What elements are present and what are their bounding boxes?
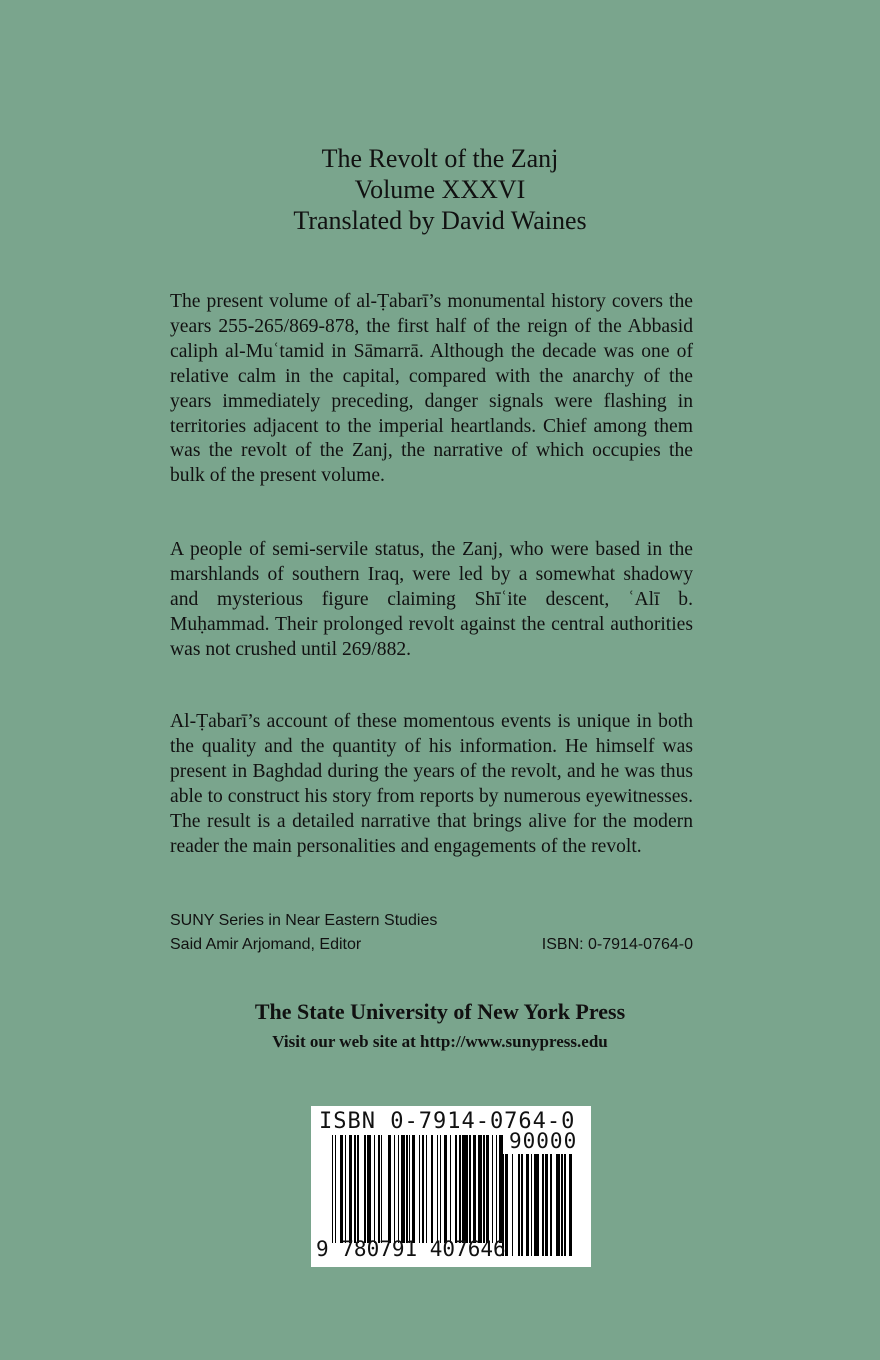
barcode-bar	[478, 1135, 482, 1243]
barcode-bar	[426, 1135, 427, 1243]
barcode-bar	[378, 1135, 379, 1243]
barcode-addon-bars	[502, 1154, 581, 1256]
barcode-bar	[521, 1154, 523, 1256]
barcode-bar	[367, 1135, 371, 1243]
barcode-bar	[335, 1135, 336, 1243]
barcode-bar	[496, 1135, 497, 1243]
paragraph-text: A people of semi-servile status, the Zanj, who were based in the marshlands of southern Iraq, were led by a somewhat shadowy and mysterious figure claiming Shīʿite descent, ʿAlī b. Muḥammad. Their prolonged revolt against the central authorities was not crushed until 269/882.	[170, 539, 693, 660]
barcode-bar	[374, 1135, 375, 1243]
series-name: SUNY Series in Near Eastern Studies	[170, 912, 438, 929]
barcode-bar	[412, 1135, 415, 1243]
barcode-bar	[419, 1135, 420, 1243]
barcode-bar	[534, 1154, 539, 1256]
barcode-bar	[526, 1154, 529, 1256]
barcode-bar	[483, 1135, 484, 1243]
barcode-bar	[569, 1154, 572, 1256]
paragraph-text: Al-Ṭabarī’s account of these momentous events is unique in both the quality and the quantity of his information. He himself was present in Baghdad during the years of the revolt, and he was thus able to construct his story from reports by numerous eyewitnesses. The result is a detailed narrative that brings alive for the modern reader the main personalities and engagements of the revolt.	[170, 711, 693, 857]
barcode-bar	[364, 1135, 365, 1243]
publisher-website: Visit our web site at http://www.sunypress.edu	[272, 1032, 608, 1051]
barcode-bar	[422, 1135, 425, 1243]
barcode-bar	[545, 1154, 548, 1256]
translator-credit: Translated by David Waines	[293, 206, 587, 235]
book-title: The Revolt of the Zanj	[321, 144, 559, 173]
publisher-name: The State University of New York Press	[254, 999, 626, 1024]
barcode-bar	[388, 1135, 391, 1243]
barcode-bar	[444, 1135, 447, 1243]
volume-number: Volume XXXVI	[354, 175, 526, 204]
barcode-bar	[518, 1154, 520, 1256]
barcode-bar	[349, 1135, 352, 1243]
barcode-main-bars	[332, 1135, 500, 1243]
barcode-price-code: 90000	[509, 1129, 578, 1153]
barcode-bar	[381, 1135, 382, 1243]
paragraph-text: The present volume of al-Ṭabarī’s monumental history covers the years 255-265/869-878, the first half of the reign of the Abbasid caliph al-Muʿtamid in Sāmarrā. Although the decade was one of relative calm in the capital, compared with the anarchy of the years immediately preceding, danger signals were flashing in territories adjacent to the imperial heartlands. Chief among them was the revolt of the Zanj, the narrative of which occupies the bulk of the present volume.	[170, 291, 693, 487]
series-editor-row	[170, 933, 693, 957]
barcode-ean-digits: 9 780791 407646	[316, 1237, 506, 1261]
barcode-bar	[542, 1154, 544, 1256]
title-block	[0, 143, 880, 236]
barcode-bar	[505, 1154, 508, 1256]
barcode-bar	[357, 1135, 358, 1243]
barcode-bar	[462, 1135, 468, 1243]
barcode-bar	[556, 1154, 559, 1256]
barcode-bar	[512, 1154, 514, 1256]
barcode-bar	[492, 1135, 493, 1243]
barcode-bar	[406, 1135, 407, 1243]
barcode-bar	[455, 1135, 456, 1243]
barcode-bar	[394, 1135, 395, 1243]
barcode-bar	[561, 1154, 563, 1256]
barcode-bar	[564, 1154, 566, 1256]
barcode-isbn-text: ISBN 0-7914-0764-0	[319, 1109, 576, 1134]
barcode-bar	[345, 1135, 346, 1243]
publisher-block	[0, 998, 880, 1054]
barcode-bar	[469, 1135, 470, 1243]
barcode-bar	[459, 1135, 460, 1243]
barcode-label	[311, 1106, 591, 1267]
barcode-bar	[431, 1135, 432, 1243]
barcode-bar	[550, 1154, 552, 1256]
barcode-bar	[354, 1135, 355, 1243]
series-editor: Said Amir Arjomand, Editor	[170, 936, 362, 953]
isbn-label: ISBN: 0-7914-0764-0	[541, 936, 693, 953]
barcode-bar	[450, 1135, 451, 1243]
barcode-bar	[437, 1135, 438, 1243]
description-paragraph-3	[170, 710, 693, 859]
barcode-bar	[340, 1135, 343, 1243]
barcode-bar	[332, 1135, 333, 1243]
barcode-bar	[531, 1154, 533, 1256]
barcode-bar	[398, 1135, 399, 1243]
barcode-bar	[486, 1135, 489, 1243]
description-paragraph-2	[170, 538, 693, 663]
barcode-bar	[440, 1135, 441, 1243]
barcode-bar	[401, 1135, 405, 1243]
barcode-bar	[473, 1135, 476, 1243]
barcode-bar	[409, 1135, 410, 1243]
description-paragraph-1	[170, 290, 693, 489]
series-info	[170, 909, 693, 957]
